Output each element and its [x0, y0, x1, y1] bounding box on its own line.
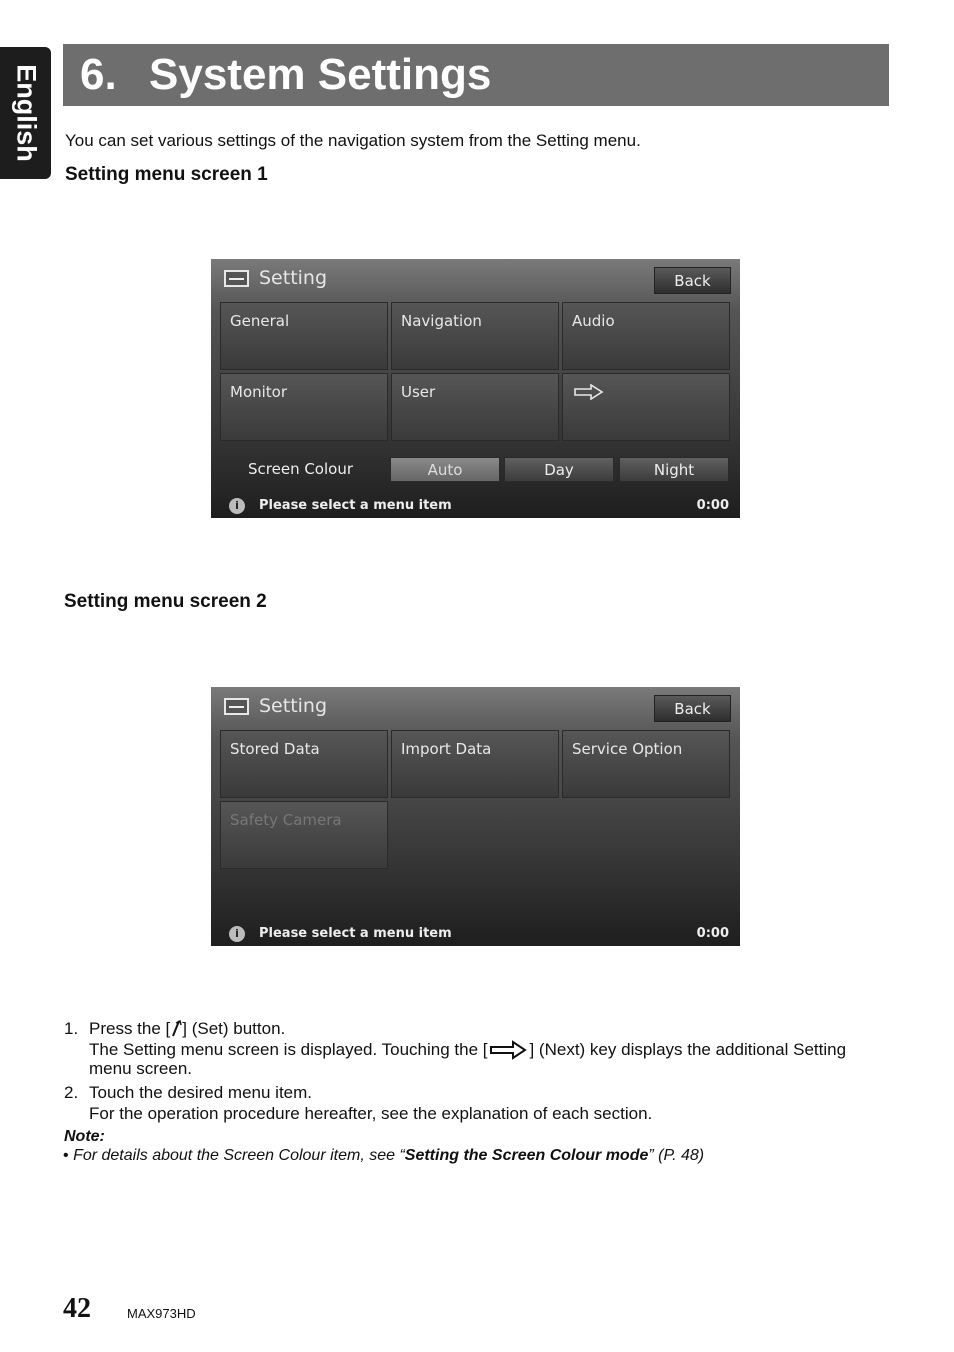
- chapter-title: System Settings: [149, 50, 492, 99]
- next-arrow-icon: [574, 384, 604, 400]
- step-1-text-d: ] (Next) key displays the additional Setting: [529, 1040, 847, 1059]
- model-name: MAX973HD: [127, 1306, 196, 1321]
- back-button[interactable]: Back: [654, 695, 731, 722]
- step-1-text-b: ] (Set) button.: [182, 1019, 286, 1038]
- step-2-number: 2.: [64, 1083, 79, 1102]
- tile-safety-camera: Safety Camera: [220, 801, 388, 869]
- note-text-b: ” (P. 48): [648, 1147, 705, 1164]
- step-1-line-1: [89, 1018, 285, 1039]
- next-arrow-icon: [487, 1040, 529, 1060]
- setting-screen-1: [211, 259, 740, 518]
- tile-service-option[interactable]: Service Option: [562, 730, 730, 798]
- step-2-line-1: Touch the desired menu item.: [89, 1083, 313, 1102]
- status-message: Please select a menu item: [259, 498, 452, 513]
- step-1-number: 1.: [64, 1019, 79, 1038]
- status-time: 0:00: [696, 498, 729, 513]
- tile-general[interactable]: General: [220, 302, 388, 370]
- next-button[interactable]: [562, 373, 730, 441]
- language-tab: [0, 47, 51, 179]
- mode-auto-button[interactable]: Auto: [390, 457, 500, 482]
- setting-wrench-icon: [224, 270, 249, 287]
- mode-night-button[interactable]: Night: [619, 457, 729, 482]
- status-message: Please select a menu item: [259, 926, 452, 941]
- note-link-title: Setting the Screen Colour mode: [404, 1147, 649, 1164]
- tile-audio[interactable]: Audio: [562, 302, 730, 370]
- status-bar: [229, 926, 729, 942]
- section2-heading: Setting menu screen 2: [64, 591, 267, 612]
- step-1-text-a: Press the [: [89, 1019, 171, 1038]
- language-tab-label: English: [11, 64, 41, 162]
- note-text: [63, 1147, 704, 1165]
- page-number: 42: [63, 1293, 91, 1324]
- setting-wrench-icon: [224, 698, 249, 715]
- step-1-line-2: [89, 1039, 846, 1060]
- chapter-number: 6.: [80, 50, 117, 99]
- note-text-a: For details about the Screen Colour item, see “: [73, 1147, 405, 1164]
- status-time: 0:00: [696, 926, 729, 941]
- tile-navigation[interactable]: Navigation: [391, 302, 559, 370]
- tile-stored-data[interactable]: Stored Data: [220, 730, 388, 798]
- screen-title: Setting: [259, 267, 328, 289]
- mode-day-button[interactable]: Day: [504, 457, 614, 482]
- note-heading: Note:: [64, 1128, 105, 1145]
- tile-monitor[interactable]: Monitor: [220, 373, 388, 441]
- status-bar: [229, 498, 729, 514]
- tile-import-data[interactable]: Import Data: [391, 730, 559, 798]
- tile-user[interactable]: User: [391, 373, 559, 441]
- step-1-text-c: The Setting menu screen is displayed. Touching the [: [89, 1040, 488, 1059]
- screen-title: Setting: [259, 695, 328, 717]
- setting-screen-2: [211, 687, 740, 946]
- intro-text: You can set various settings of the navigation system from the Setting menu.: [65, 131, 641, 150]
- note-bullet: •: [63, 1147, 69, 1164]
- info-icon: i: [229, 926, 245, 942]
- step-1-line-3: menu screen.: [89, 1059, 192, 1078]
- set-button-icon: [170, 1020, 182, 1037]
- back-button[interactable]: Back: [654, 267, 731, 294]
- section1-heading: Setting menu screen 1: [65, 164, 268, 185]
- screen-colour-label: Screen Colour: [248, 460, 354, 478]
- info-icon: i: [229, 498, 245, 514]
- step-2-line-2: For the operation procedure hereafter, see the explanation of each section.: [89, 1104, 653, 1123]
